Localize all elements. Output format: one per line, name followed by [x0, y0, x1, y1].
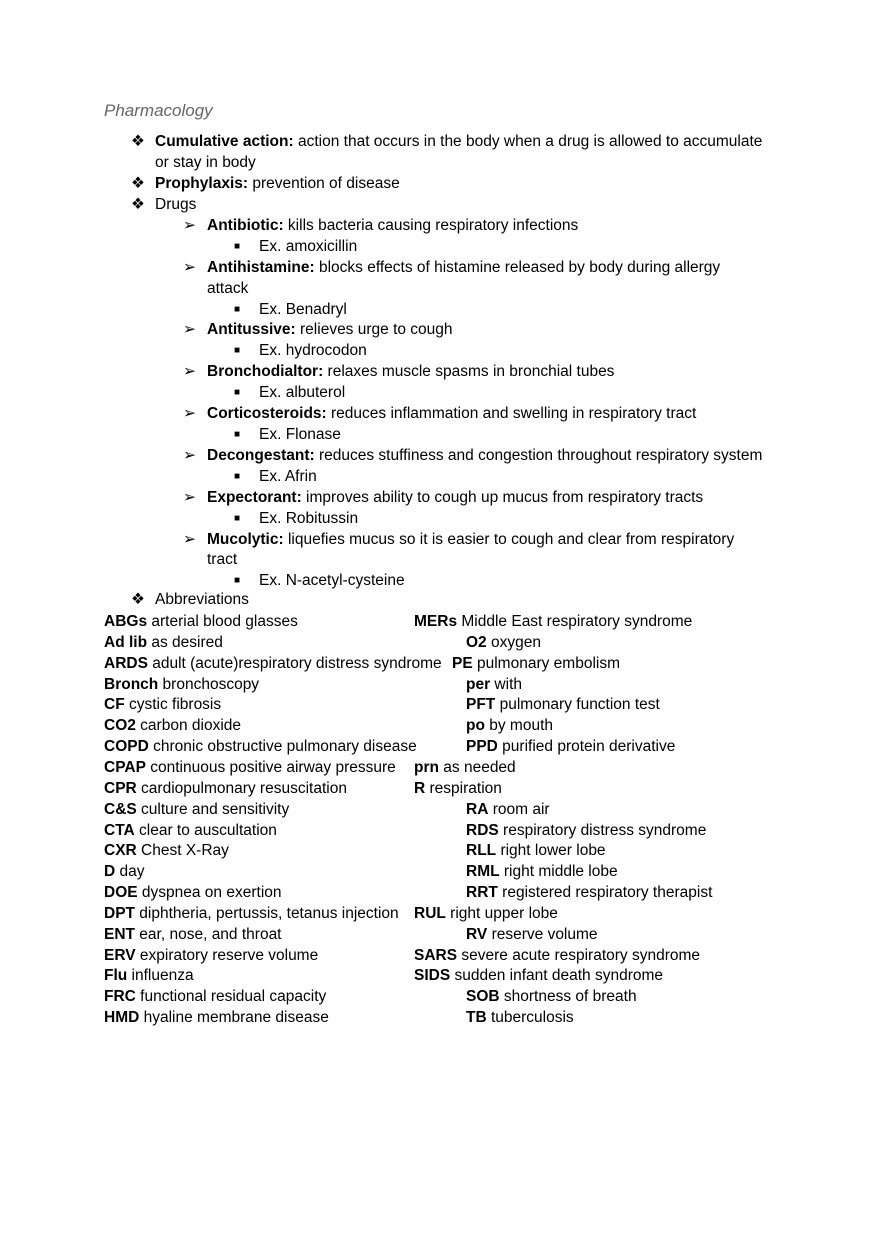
abbreviation-meaning: influenza	[127, 967, 194, 984]
drug-entry	[207, 320, 453, 340]
drug-definition: reduces inflammation and swelling in respiratory tract	[326, 405, 697, 422]
drug-definition: relieves urge to cough	[295, 321, 453, 338]
section-drugs-label: Drugs	[155, 196, 197, 213]
bullet-square-icon: ■	[234, 575, 241, 586]
abbreviation-code: CF	[104, 696, 125, 713]
abbreviation-item	[104, 695, 221, 715]
abbreviation-code: HMD	[104, 1009, 140, 1026]
drug-example: Ex. Benadryl	[259, 301, 347, 318]
abbreviation-item	[466, 925, 598, 945]
bullet-square-icon: ■	[234, 387, 241, 398]
drug-entry	[207, 404, 696, 424]
page-title: Pharmacology	[104, 101, 213, 120]
abbreviation-meaning: respiration	[425, 780, 502, 797]
drug-term: Decongestant:	[207, 447, 315, 464]
drug-definition: blocks effects of histamine released by body during allergy	[314, 259, 721, 276]
abbreviation-code: CO2	[104, 717, 136, 734]
drug-entry	[207, 258, 720, 278]
abbreviation-meaning: purified protein derivative	[497, 738, 676, 755]
drug-definition-continuation: tract	[207, 551, 238, 568]
bullet-arrow-icon: ➢	[183, 321, 196, 338]
abbreviation-code: DPT	[104, 905, 135, 922]
abbreviation-meaning: Middle East respiratory syndrome	[457, 613, 693, 630]
bullet-arrow-icon: ➢	[183, 531, 196, 548]
abbreviation-item	[104, 925, 282, 945]
definition-cumulative-action	[155, 132, 762, 152]
abbreviation-meaning: as needed	[438, 759, 516, 776]
abbreviation-meaning: shortness of breath	[499, 988, 637, 1005]
abbreviation-item	[104, 654, 442, 674]
abbreviation-code: TB	[466, 1009, 487, 1026]
abbreviation-item	[466, 841, 606, 861]
abbreviation-meaning: room air	[488, 801, 550, 818]
drug-example: Ex. Robitussin	[259, 510, 359, 527]
abbreviation-meaning: reserve volume	[487, 926, 598, 943]
abbreviation-item	[104, 821, 277, 841]
abbreviation-item	[466, 862, 618, 882]
drug-entry	[207, 362, 614, 382]
abbreviation-item	[104, 1008, 329, 1028]
abbreviation-meaning: diphtheria, pertussis, tetanus injection	[135, 905, 399, 922]
abbreviation-meaning: cystic fibrosis	[124, 696, 222, 713]
term-definition: action that occurs in the body when a drug is allowed to accumulate	[293, 133, 763, 150]
bullet-diamond-icon: ❖	[131, 133, 145, 150]
abbreviation-meaning: registered respiratory therapist	[497, 884, 713, 901]
drug-term: Antibiotic:	[207, 217, 284, 234]
abbreviation-code: po	[466, 717, 485, 734]
abbreviation-code: RRT	[466, 884, 498, 901]
drug-term: Antitussive:	[207, 321, 296, 338]
abbreviation-item	[104, 758, 396, 778]
abbreviation-meaning: chronic obstructive pulmonary disease	[148, 738, 417, 755]
abbreviation-code: O2	[466, 634, 487, 651]
bullet-diamond-icon: ❖	[131, 175, 145, 192]
abbreviation-item	[466, 987, 637, 1007]
abbreviation-meaning: ear, nose, and throat	[135, 926, 282, 943]
drug-term: Mucolytic:	[207, 531, 284, 548]
drug-definition: liquefies mucus so it is easier to cough and clear from respiratory	[283, 531, 735, 548]
abbreviation-meaning: respiratory distress syndrome	[498, 822, 707, 839]
abbreviation-item	[466, 695, 660, 715]
drug-definition: improves ability to cough up mucus from respiratory tracts	[301, 489, 704, 506]
bullet-diamond-icon: ❖	[131, 196, 145, 213]
bullet-square-icon: ■	[234, 304, 241, 315]
abbreviation-item	[414, 612, 692, 632]
abbreviation-meaning: pulmonary function test	[495, 696, 660, 713]
abbreviation-item	[466, 675, 522, 695]
abbreviation-meaning: clear to auscultation	[134, 822, 277, 839]
abbreviation-code: prn	[414, 759, 439, 776]
abbreviation-code: SIDS	[414, 967, 451, 984]
abbreviation-code: Ad lib	[104, 634, 148, 651]
abbreviation-item	[104, 904, 399, 924]
drug-definition-continuation: attack	[207, 280, 249, 297]
abbreviation-meaning: severe acute respiratory syndrome	[457, 947, 701, 964]
abbreviation-code: DOE	[104, 884, 138, 901]
term-label: Cumulative action:	[155, 133, 294, 150]
abbreviation-code: D	[104, 863, 116, 880]
abbreviation-item	[466, 633, 541, 653]
abbreviation-item	[466, 883, 712, 903]
abbreviation-item	[414, 758, 516, 778]
term-label: Prophylaxis:	[155, 175, 249, 192]
abbreviation-code: Bronch	[104, 676, 159, 693]
abbreviation-code: RDS	[466, 822, 499, 839]
drug-term: Expectorant:	[207, 489, 302, 506]
abbreviation-item	[104, 987, 326, 1007]
abbreviation-item	[104, 716, 241, 736]
abbreviation-meaning: culture and sensitivity	[136, 801, 290, 818]
bullet-square-icon: ■	[234, 471, 241, 482]
abbreviation-meaning: Chest X-Ray	[136, 842, 229, 859]
abbreviation-code: MERs	[414, 613, 458, 630]
abbreviation-meaning: dyspnea on exertion	[137, 884, 282, 901]
term-definition: prevention of disease	[248, 175, 400, 192]
abbreviation-code: RUL	[414, 905, 446, 922]
section-abbreviations-label: Abbreviations	[155, 591, 249, 608]
abbreviation-item	[104, 779, 347, 799]
abbreviation-meaning: hyaline membrane disease	[139, 1009, 329, 1026]
bullet-diamond-icon: ❖	[131, 591, 145, 608]
abbreviation-code: FRC	[104, 988, 136, 1005]
abbreviation-item	[414, 904, 558, 924]
drug-example: Ex. Afrin	[259, 468, 317, 485]
abbreviation-item	[104, 737, 417, 757]
drug-definition: kills bacteria causing respiratory infections	[283, 217, 579, 234]
abbreviation-code: R	[414, 780, 426, 797]
abbreviation-meaning: right lower lobe	[496, 842, 606, 859]
abbreviation-item	[104, 946, 318, 966]
bullet-square-icon: ■	[234, 429, 241, 440]
bullet-arrow-icon: ➢	[183, 489, 196, 506]
abbreviation-item	[414, 779, 502, 799]
bullet-square-icon: ■	[234, 241, 241, 252]
abbreviation-meaning: right upper lobe	[445, 905, 558, 922]
drug-entry	[207, 446, 762, 466]
abbreviation-item	[466, 737, 675, 757]
abbreviation-code: CTA	[104, 822, 135, 839]
drug-example: Ex. albuterol	[259, 384, 346, 401]
abbreviation-meaning: cardiopulmonary resuscitation	[136, 780, 347, 797]
abbreviation-meaning: functional residual capacity	[135, 988, 327, 1005]
abbreviation-code: ERV	[104, 947, 136, 964]
abbreviation-item	[466, 821, 706, 841]
abbreviation-code: RLL	[466, 842, 497, 859]
drug-entry	[207, 216, 578, 236]
abbreviation-meaning: carbon dioxide	[135, 717, 241, 734]
abbreviation-code: PFT	[466, 696, 496, 713]
drug-definition: relaxes muscle spasms in bronchial tubes	[323, 363, 615, 380]
abbreviation-meaning: arterial blood glasses	[147, 613, 298, 630]
abbreviation-code: RML	[466, 863, 500, 880]
abbreviation-code: ARDS	[104, 655, 148, 672]
bullet-arrow-icon: ➢	[183, 363, 196, 380]
abbreviation-code: CPAP	[104, 759, 146, 776]
abbreviation-code: CXR	[104, 842, 137, 859]
drug-term: Bronchodialtor:	[207, 363, 324, 380]
abbreviation-item	[414, 966, 663, 986]
abbreviation-code: COPD	[104, 738, 149, 755]
drug-term: Corticosteroids:	[207, 405, 327, 422]
abbreviation-code: Flu	[104, 967, 128, 984]
abbreviation-meaning: bronchoscopy	[158, 676, 260, 693]
bullet-square-icon: ■	[234, 345, 241, 356]
abbreviation-code: per	[466, 676, 491, 693]
abbreviation-item	[104, 633, 223, 653]
abbreviation-item	[466, 1008, 574, 1028]
abbreviation-meaning: oxygen	[486, 634, 541, 651]
abbreviation-meaning: adult (acute)respiratory distress syndrome	[147, 655, 442, 672]
abbreviation-code: C&S	[104, 801, 137, 818]
drug-example: Ex. hydrocodon	[259, 342, 367, 359]
bullet-arrow-icon: ➢	[183, 447, 196, 464]
bullet-square-icon: ■	[234, 513, 241, 524]
abbreviation-item	[104, 862, 145, 882]
abbreviation-code: RA	[466, 801, 489, 818]
abbreviation-meaning: expiratory reserve volume	[135, 947, 319, 964]
abbreviation-meaning: with	[490, 676, 522, 693]
abbreviation-code: CPR	[104, 780, 137, 797]
abbreviation-code: RV	[466, 926, 488, 943]
drug-term: Antihistamine:	[207, 259, 315, 276]
abbreviation-code: PE	[452, 655, 473, 672]
abbreviation-item	[104, 675, 259, 695]
drug-example: Ex. N-acetyl-cysteine	[259, 572, 405, 589]
abbreviation-item	[104, 800, 289, 820]
abbreviation-code: ABGs	[104, 613, 148, 630]
abbreviation-item	[104, 841, 229, 861]
abbreviation-item	[466, 800, 550, 820]
drug-definition: reduces stuffiness and congestion throughout respiratory system	[314, 447, 763, 464]
abbreviation-code: PPD	[466, 738, 498, 755]
abbreviation-item	[104, 612, 298, 632]
abbreviation-meaning: sudden infant death syndrome	[450, 967, 664, 984]
drug-example: Ex. amoxicillin	[259, 238, 358, 255]
abbreviation-meaning: as desired	[147, 634, 223, 651]
bullet-arrow-icon: ➢	[183, 405, 196, 422]
drug-entry	[207, 530, 734, 550]
abbreviation-meaning: continuous positive airway pressure	[145, 759, 396, 776]
definition-continuation: or stay in body	[155, 154, 256, 171]
abbreviation-meaning: by mouth	[484, 717, 553, 734]
bullet-arrow-icon: ➢	[183, 217, 196, 234]
bullet-arrow-icon: ➢	[183, 259, 196, 276]
abbreviation-code: SOB	[466, 988, 500, 1005]
abbreviation-item	[104, 966, 194, 986]
definition-prophylaxis	[155, 174, 400, 194]
abbreviation-meaning: right middle lobe	[499, 863, 618, 880]
abbreviation-code: ENT	[104, 926, 135, 943]
drug-example: Ex. Flonase	[259, 426, 341, 443]
abbreviation-item	[452, 654, 620, 674]
abbreviation-meaning: day	[115, 863, 145, 880]
drug-entry	[207, 488, 703, 508]
abbreviation-item	[414, 946, 700, 966]
abbreviation-meaning: pulmonary embolism	[472, 655, 620, 672]
abbreviation-meaning: tuberculosis	[486, 1009, 574, 1026]
abbreviation-item	[104, 883, 282, 903]
abbreviation-code: SARS	[414, 947, 458, 964]
abbreviation-item	[466, 716, 553, 736]
